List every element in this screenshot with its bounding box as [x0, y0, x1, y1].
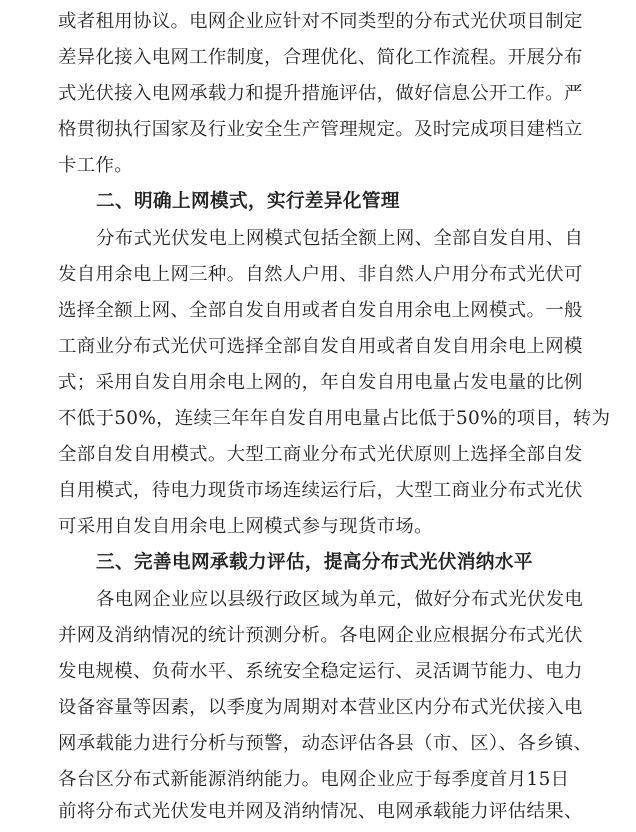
body-text-line: 发自用余电上网三种。自然人户用、非自然人户用分布式光伏可 [58, 264, 583, 285]
body-text-line: 不低于50%，连续三年年自发自用电量占比低于50%的项目，转为 [58, 408, 611, 429]
body-text-line: 全部自发自用模式。大型工商业分布式光伏原则上选择全部自发 [58, 444, 583, 465]
body-text-line: 选择全额上网、全部自发自用或者自发自用余电上网模式。一般 [58, 300, 583, 321]
paragraph-first-line: 各电网企业应以县级行政区域为单元，做好分布式光伏发电 [96, 589, 584, 610]
body-text-line: 各台区分布式新能源消纳能力。电网企业应于每季度首月15日 [58, 769, 570, 790]
body-text-line: 前将分布式光伏发电并网及消纳情况、电网承载能力评估结果、 [58, 801, 583, 822]
body-text-line: 格贯彻执行国家及行业安全生产管理规定。及时完成项目建档立 [58, 119, 583, 140]
body-text-line: 并网及消纳情况的统计预测分析。各电网企业应根据分布式光伏 [58, 625, 583, 646]
body-text-line: 可采用自发自用余电上网模式参与现货市场。 [58, 516, 433, 537]
body-text-line: 差异化接入电网工作制度，合理优化、简化工作流程。开展分布 [58, 47, 583, 68]
body-text-line: 设备容量等因素，以季度为周期对本营业区内分布式光伏接入电 [58, 697, 583, 718]
body-text-line: 自用模式，待电力现货市场连续运行后，大型工商业分布式光伏 [58, 480, 583, 501]
body-text-line: 发电规模、负荷水平、系统安全稳定运行、灵活调节能力、电力 [58, 661, 583, 682]
body-text-line: 卡工作。 [58, 155, 133, 176]
body-text-line: 或者租用协议。电网企业应针对不同类型的分布式光伏项目制定 [58, 11, 583, 32]
body-text-line: 工商业分布式光伏可选择全部自发自用或者自发自用余电上网模 [58, 336, 583, 357]
body-text-line: 式光伏接入电网承载力和提升措施评估，做好信息公开工作。严 [58, 83, 583, 104]
body-text-line: 网承载能力进行分析与预警，动态评估各县（市、区）、各乡镇、 [58, 733, 593, 754]
paragraph-first-line: 分布式光伏发电上网模式包括全额上网、全部自发自用、自 [96, 228, 584, 249]
body-text-line: 式；采用自发自用余电上网的，年自发自用电量占发电量的比例 [58, 372, 583, 393]
section-heading-2: 二、明确上网模式，实行差异化管理 [96, 191, 400, 212]
section-heading-3: 三、完善电网承载力评估，提高分布式光伏消纳水平 [96, 552, 533, 573]
